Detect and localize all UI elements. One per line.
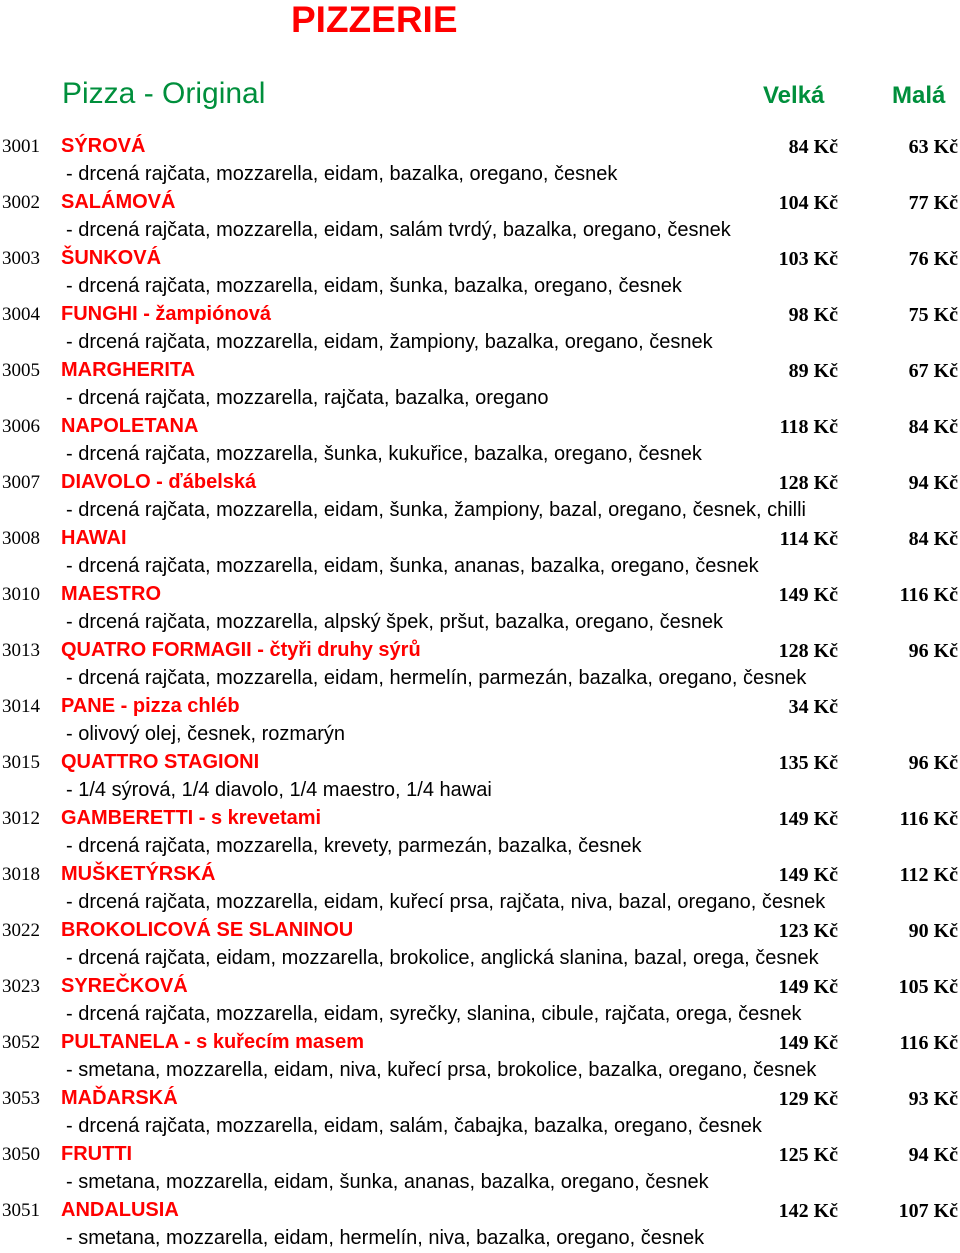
item-ingredients: - drcená rajčata, mozzarella, eidam, šunka, ananas, bazalka, oregano, česnek <box>66 555 759 577</box>
menu-item <box>0 132 960 188</box>
menu-item-header-row <box>0 972 960 1000</box>
menu-item-header-row <box>0 300 960 328</box>
price-large: 98 Kč <box>788 304 838 326</box>
menu-item <box>0 804 960 860</box>
menu-item-ingredients-row <box>0 216 960 244</box>
menu-item-ingredients-row <box>0 496 960 524</box>
price-small: 112 Kč <box>899 864 958 886</box>
menu-item <box>0 1140 960 1196</box>
section-title: Pizza - Original <box>62 77 266 110</box>
price-large: 34 Kč <box>788 696 838 718</box>
menu-item-header-row <box>0 636 960 664</box>
menu-item-ingredients-row <box>0 1168 960 1196</box>
price-small: 75 Kč <box>908 304 958 326</box>
item-code: 3010 <box>2 584 40 605</box>
item-name: FRUTTI <box>61 1143 133 1165</box>
menu-item-header-row <box>0 748 960 776</box>
menu-item-ingredients-row <box>0 720 960 748</box>
item-ingredients: - smetana, mozzarella, eidam, niva, kuřecí prsa, brokolice, bazalka, oregano, česnek <box>66 1059 817 1081</box>
menu-item-ingredients-row <box>0 1112 960 1140</box>
menu-item-header-row <box>0 916 960 944</box>
item-code: 3051 <box>2 1200 40 1221</box>
item-name: NAPOLETANA <box>61 415 199 437</box>
menu-item-header-row <box>0 412 960 440</box>
price-large: 125 Kč <box>778 1144 838 1166</box>
item-code: 3050 <box>2 1144 40 1165</box>
item-code: 3053 <box>2 1088 40 1109</box>
item-code: 3012 <box>2 808 40 829</box>
item-ingredients: - olivový olej, česnek, rozmarýn <box>66 723 345 745</box>
price-large: 89 Kč <box>788 360 838 382</box>
menu-item <box>0 412 960 468</box>
item-code: 3022 <box>2 920 40 941</box>
menu-item <box>0 692 960 748</box>
item-ingredients: - 1/4 sýrová, 1/4 diavolo, 1/4 maestro, 1/4 hawai <box>66 779 492 801</box>
menu-item-ingredients-row <box>0 552 960 580</box>
item-code: 3023 <box>2 976 40 997</box>
price-small: 94 Kč <box>908 472 958 494</box>
column-header-small: Malá <box>892 82 946 109</box>
price-small: 84 Kč <box>908 416 958 438</box>
price-large: 123 Kč <box>778 920 838 942</box>
menu-item-ingredients-row <box>0 272 960 300</box>
price-small: 90 Kč <box>908 920 958 942</box>
price-small: 116 Kč <box>899 584 958 606</box>
price-small: 94 Kč <box>908 1144 958 1166</box>
price-small: 93 Kč <box>908 1088 958 1110</box>
menu-item-header-row <box>0 468 960 496</box>
menu-item-header-row <box>0 244 960 272</box>
menu-item-ingredients-row <box>0 944 960 972</box>
item-ingredients: - drcená rajčata, mozzarella, eidam, syrečky, slanina, cibule, rajčata, orega, česnek <box>66 1003 802 1025</box>
item-ingredients: - drcená rajčata, mozzarella, šunka, kukuřice, bazalka, oregano, česnek <box>66 443 702 465</box>
price-large: 114 Kč <box>779 528 838 550</box>
item-code: 3006 <box>2 416 40 437</box>
price-small: 84 Kč <box>908 528 958 550</box>
item-name: MARGHERITA <box>61 359 196 381</box>
column-header-large: Velká <box>763 82 825 109</box>
item-ingredients: - smetana, mozzarella, eidam, šunka, ananas, bazalka, oregano, česnek <box>66 1171 709 1193</box>
item-name: FUNGHI - žampiónová <box>61 303 272 325</box>
menu-item-ingredients-row <box>0 832 960 860</box>
menu-item-ingredients-row <box>0 888 960 916</box>
menu-item <box>0 1084 960 1140</box>
item-name: MUŠKETÝRSKÁ <box>61 863 216 885</box>
menu-item-ingredients-row <box>0 1000 960 1028</box>
item-ingredients: - drcená rajčata, mozzarella, eidam, žampiony, bazalka, oregano, česnek <box>66 331 713 353</box>
menu-item-header-row <box>0 1140 960 1168</box>
menu-item <box>0 972 960 1028</box>
item-ingredients: - drcená rajčata, mozzarella, krevety, parmezán, bazalka, česnek <box>66 835 642 857</box>
item-name: ŠUNKOVÁ <box>61 247 162 269</box>
price-small: 67 Kč <box>908 360 958 382</box>
item-code: 3003 <box>2 248 40 269</box>
item-code: 3001 <box>2 136 40 157</box>
menu-item-ingredients-row <box>0 440 960 468</box>
item-ingredients: - drcená rajčata, mozzarella, eidam, šunka, žampiony, bazal, oregano, česnek, chilli <box>66 499 806 521</box>
item-name: SALÁMOVÁ <box>61 191 176 213</box>
item-ingredients: - drcená rajčata, mozzarella, eidam, bazalka, oregano, česnek <box>66 163 618 185</box>
menu-item-header-row <box>0 188 960 216</box>
item-ingredients: - drcená rajčata, mozzarella, eidam, šunka, bazalka, oregano, česnek <box>66 275 682 297</box>
item-ingredients: - drcená rajčata, mozzarella, eidam, salám, čabajka, bazalka, oregano, česnek <box>66 1115 762 1137</box>
item-name: MAESTRO <box>61 583 161 605</box>
item-code: 3018 <box>2 864 40 885</box>
menu-item <box>0 748 960 804</box>
item-name: QUATRO FORMAGII - čtyři druhy sýrů <box>61 639 421 661</box>
item-name: HAWAI <box>61 527 127 549</box>
menu-item-ingredients-row <box>0 664 960 692</box>
menu-item <box>0 636 960 692</box>
menu-item <box>0 916 960 972</box>
menu-item-ingredients-row <box>0 608 960 636</box>
price-small: 107 Kč <box>898 1200 958 1222</box>
menu-item <box>0 300 960 356</box>
menu-item-header-row <box>0 1196 960 1224</box>
menu-item-header-row <box>0 356 960 384</box>
item-code: 3014 <box>2 696 40 717</box>
price-large: 103 Kč <box>778 248 838 270</box>
menu-item-header-row <box>0 804 960 832</box>
menu-item <box>0 1028 960 1084</box>
item-name: BROKOLICOVÁ SE SLANINOU <box>61 919 354 941</box>
price-small: 63 Kč <box>908 136 958 158</box>
item-code: 3008 <box>2 528 40 549</box>
page-title: PIZZERIE <box>291 0 458 40</box>
menu-item-header-row <box>0 132 960 160</box>
item-ingredients: - drcená rajčata, mozzarella, rajčata, bazalka, oregano <box>66 387 549 409</box>
item-ingredients: - smetana, mozzarella, eidam, hermelín, niva, bazalka, oregano, česnek <box>66 1227 705 1249</box>
menu-item-header-row <box>0 1028 960 1056</box>
item-ingredients: - drcená rajčata, mozzarella, eidam, hermelín, parmezán, bazalka, oregano, česnek <box>66 667 807 689</box>
item-code: 3002 <box>2 192 40 213</box>
item-ingredients: - drcená rajčata, mozzarella, alpský špek, pršut, bazalka, oregano, česnek <box>66 611 723 633</box>
pizza-menu-list <box>0 132 960 1252</box>
item-name: SÝROVÁ <box>61 135 146 157</box>
menu-item <box>0 188 960 244</box>
item-name: PULTANELA - s kuřecím masem <box>61 1031 365 1053</box>
item-name: ANDALUSIA <box>61 1199 179 1221</box>
menu-item-ingredients-row <box>0 776 960 804</box>
item-name: PANE - pizza chléb <box>61 695 240 717</box>
item-code: 3005 <box>2 360 40 381</box>
price-large: 149 Kč <box>778 976 838 998</box>
price-large: 104 Kč <box>778 192 838 214</box>
item-code: 3004 <box>2 304 40 325</box>
menu-item-header-row <box>0 1084 960 1112</box>
price-small: 96 Kč <box>908 752 958 774</box>
item-name: DIAVOLO - ďábelská <box>61 471 257 493</box>
price-large: 84 Kč <box>788 136 838 158</box>
price-small: 77 Kč <box>908 192 958 214</box>
menu-item <box>0 580 960 636</box>
menu-item-ingredients-row <box>0 1224 960 1252</box>
price-large: 142 Kč <box>778 1200 838 1222</box>
price-small: 105 Kč <box>898 976 958 998</box>
item-code: 3007 <box>2 472 40 493</box>
item-code: 3052 <box>2 1032 40 1053</box>
menu-item-ingredients-row <box>0 384 960 412</box>
menu-item <box>0 860 960 916</box>
menu-item-header-row <box>0 692 960 720</box>
item-name: GAMBERETTI - s krevetami <box>61 807 322 829</box>
item-ingredients: - drcená rajčata, mozzarella, eidam, kuřecí prsa, rajčata, niva, bazal, oregano, česnek <box>66 891 826 913</box>
menu-item-header-row <box>0 860 960 888</box>
price-large: 118 Kč <box>779 416 838 438</box>
price-small: 116 Kč <box>899 808 958 830</box>
menu-item <box>0 244 960 300</box>
menu-item <box>0 524 960 580</box>
price-large: 149 Kč <box>778 1032 838 1054</box>
price-small: 76 Kč <box>908 248 958 270</box>
item-ingredients: - drcená rajčata, mozzarella, eidam, salám tvrdý, bazalka, oregano, česnek <box>66 219 731 241</box>
menu-item-header-row <box>0 580 960 608</box>
item-name: QUATTRO STAGIONI <box>61 751 260 773</box>
item-code: 3015 <box>2 752 40 773</box>
item-name: SYREČKOVÁ <box>61 975 188 997</box>
menu-item <box>0 468 960 524</box>
price-large: 135 Kč <box>778 752 838 774</box>
price-large: 128 Kč <box>778 640 838 662</box>
menu-item-ingredients-row <box>0 160 960 188</box>
price-large: 149 Kč <box>778 584 838 606</box>
item-ingredients: - drcená rajčata, eidam, mozzarella, brokolice, anglická slanina, bazal, orega, česnek <box>66 947 819 969</box>
price-small: 96 Kč <box>908 640 958 662</box>
price-large: 149 Kč <box>778 808 838 830</box>
menu-item <box>0 1196 960 1252</box>
menu-item-ingredients-row <box>0 1056 960 1084</box>
price-small: 116 Kč <box>899 1032 958 1054</box>
price-large: 129 Kč <box>778 1088 838 1110</box>
price-large: 149 Kč <box>778 864 838 886</box>
item-name: MAĎARSKÁ <box>61 1087 178 1109</box>
price-large: 128 Kč <box>778 472 838 494</box>
menu-item-ingredients-row <box>0 328 960 356</box>
item-code: 3013 <box>2 640 40 661</box>
menu-item <box>0 356 960 412</box>
menu-item-header-row <box>0 524 960 552</box>
